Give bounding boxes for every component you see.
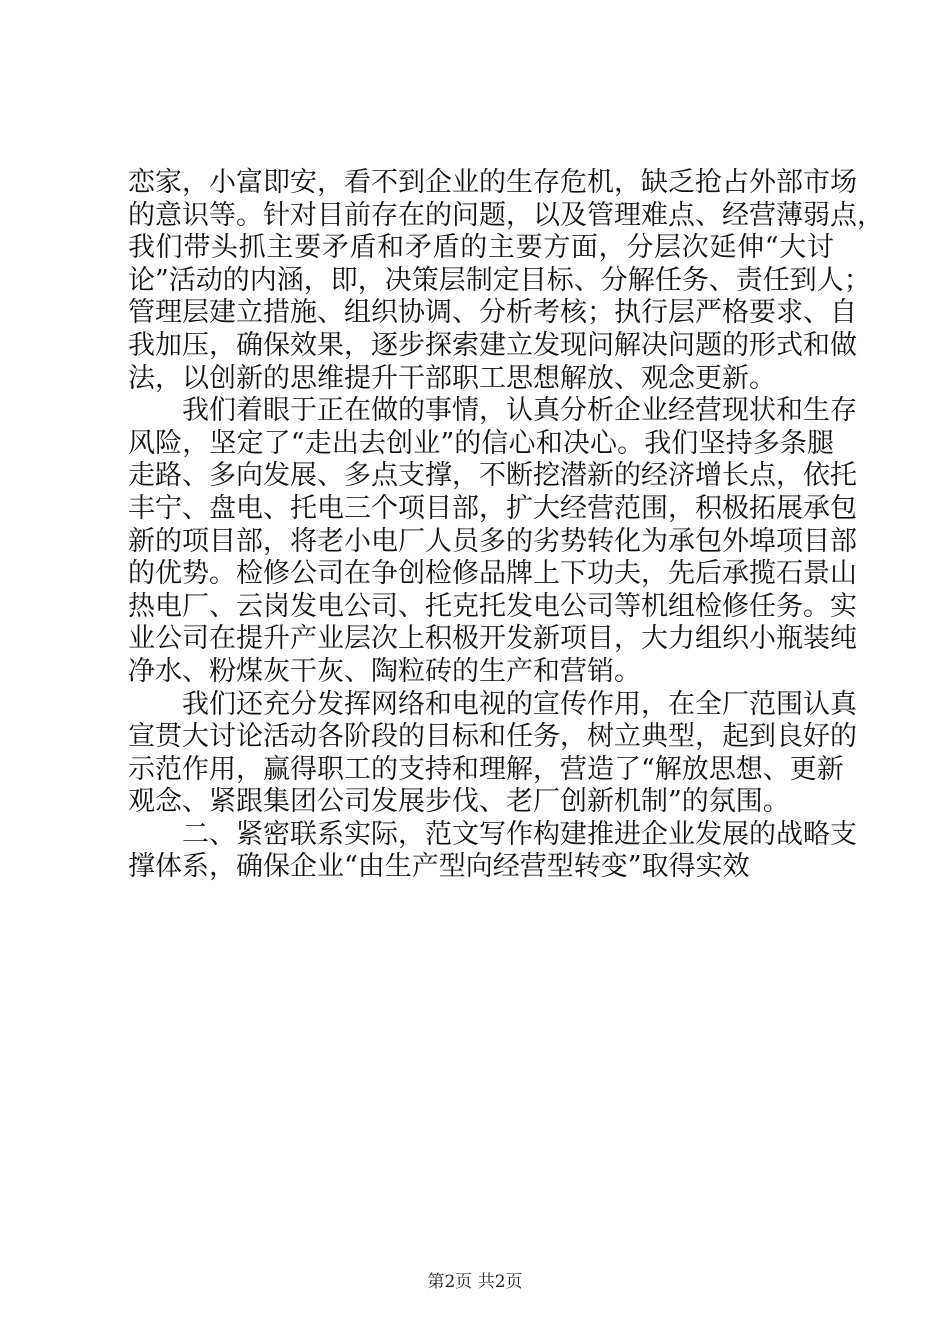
text-line: 的意识等。针对目前存在的问题，以及管理难点、经营薄弱点， — [128, 199, 884, 231]
text-line: 管理层建立措施、组织协调、分析考核；执行层严格要求、自 — [128, 297, 857, 329]
text-line: 新的项目部，将老小电厂人员多的劣势转化为承包外埠项目部 — [128, 525, 857, 557]
text-line: 净水、粉煤灰干灰、陶粒砖的生产和营销。 — [128, 655, 641, 687]
text-line: 二、紧密联系实际，范文写作构建推进企业发展的战略支 — [128, 818, 857, 850]
text-line: 观念、紧跟集团公司发展步伐、老厂创新机制”的氛围。 — [128, 786, 790, 818]
document-body — [128, 167, 884, 884]
text-line: 的优势。检修公司在争创检修品牌上下功夫，先后承揽石景山 — [128, 558, 857, 590]
text-line: 走路、多向发展、多点支撑，不断挖潜新的经济增长点，依托 — [128, 460, 857, 492]
text-line: 撑体系，确保企业“由生产型向经营型转变”取得实效 — [128, 851, 750, 883]
text-line: 热电厂、云岗发电公司、托克托发电公司等机组检修任务。实 — [128, 590, 857, 622]
text-line: 丰宁、盘电、托电三个项目部，扩大经营范围，积极拓展承包 — [128, 492, 857, 524]
text-line: 我们着眼于正在做的事情，认真分析企业经营现状和生存 — [128, 395, 857, 427]
page-footer: 第2页 共2页 — [427, 1272, 523, 1292]
text-line: 法，以创新的思维提升干部职工思想解放、观念更新。 — [128, 362, 776, 394]
text-line: 我们还充分发挥网络和电视的宣传作用，在全厂范围认真 — [128, 688, 857, 720]
text-line: 论”活动的内涵，即，决策层制定目标、分解任务、责任到人； — [128, 264, 871, 296]
text-line: 恋家，小富即安，看不到企业的生存危机，缺乏抢占外部市场 — [128, 167, 857, 198]
text-line: 宣贯大讨论活动各阶段的目标和任务，树立典型，起到良好的 — [128, 721, 857, 753]
text-line: 业公司在提升产业层次上积极开发新项目，大力组织小瓶装纯 — [128, 623, 857, 655]
text-line: 我加压，确保效果，逐步探索建立发现问解决问题的形式和做 — [128, 329, 857, 361]
text-line: 我们带头抓主要矛盾和矛盾的主要方面，分层次延伸“大讨 — [128, 232, 834, 264]
text-line: 风险，坚定了“走出去创业”的信心和决心。我们坚持多条腿 — [128, 427, 834, 459]
text-line: 示范作用，赢得职工的支持和理解，营造了“解放思想、更新 — [128, 753, 844, 785]
